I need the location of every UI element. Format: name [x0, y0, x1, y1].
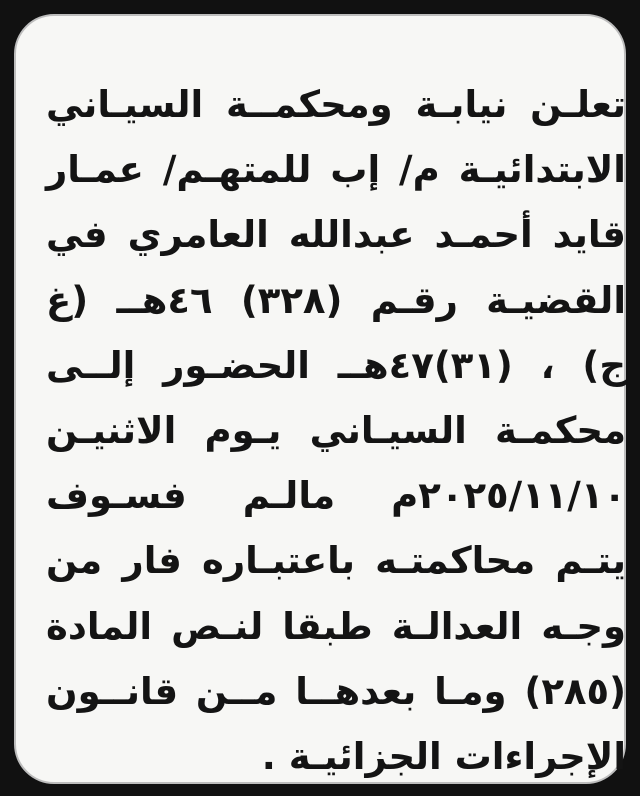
notice-line: تعلـن نيابـة ومحكمــة السيـاني	[46, 83, 626, 126]
notice-line: قايد أحمـد عبدالله العامري في	[46, 213, 626, 257]
notice-card	[14, 14, 626, 784]
notice-line: وجـه العدالـة طبقا لنـص المادة	[46, 604, 626, 648]
notice-line: يتـم محاكمتـه باعتبـاره فار من	[46, 539, 626, 583]
notice-line: القضيـة رقـم (٣٢٨) ٤٦هــ (غ	[46, 278, 627, 322]
notice-text	[46, 72, 626, 789]
notice-line: الابتدائيـة م/ إب للمتهـم/ عمـار	[46, 148, 626, 192]
notice-line: (٢٨٥) ومـا بعدهــا مــن قانــون	[46, 669, 626, 713]
notice-line: ج) ، (٣١)٤٧هــ الحضـور إلــى	[46, 343, 626, 387]
notice-line: ٢٠٢٥/١١/١٠م مالـم فسـوف	[46, 474, 626, 518]
notice-line: الإجراءات الجزائيـة .	[261, 734, 626, 778]
notice-line: محكمـة السيـاني يـوم الاثنيـن	[46, 408, 626, 452]
